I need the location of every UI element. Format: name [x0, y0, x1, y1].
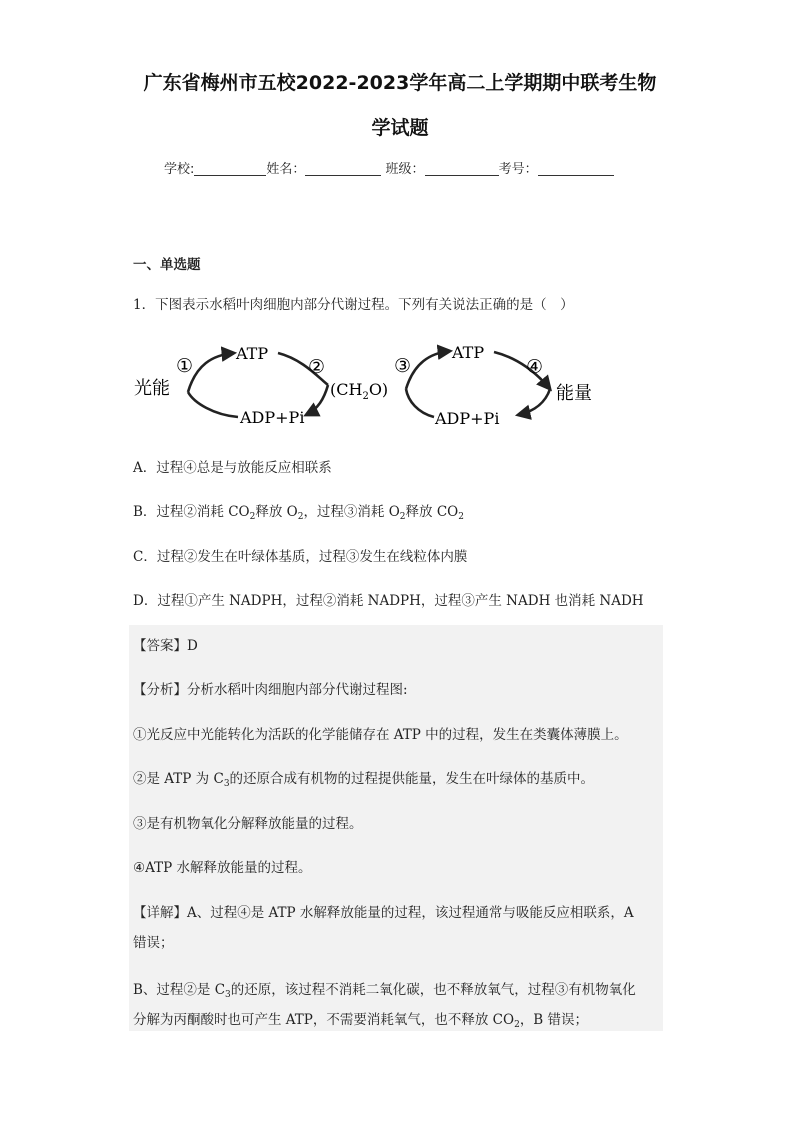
name-label: 姓名： — [266, 162, 306, 177]
analysis-item-2: ②是 ATP 为 $C_3$的还原合成有机物的过程提供能量，发生在叶绿体的基质中。 — [133, 771, 595, 789]
cycle-2-lower-arc — [406, 389, 434, 417]
ch2o-label: $(CH_2O)$ — [330, 380, 389, 402]
analysis-item-1: ①光反应中光能转化为活跃的化学能储存在 ATP 中的过程，发生在类囊体薄膜上。 — [133, 727, 628, 743]
school-label: 学校: — [164, 162, 195, 177]
adp-pi-label-2: ADP+Pi — [435, 409, 500, 428]
title-line-1: 广东省梅州市五校2022-2023学年高二上学期期中联考生物 — [143, 72, 657, 94]
analysis-item-4: ④ATP 水解释放能量的过程。 — [133, 860, 312, 876]
option-c: C．过程②发生在叶绿体基质，过程③发生在线粒体内膜 — [133, 549, 468, 565]
metabolism-diagram — [130, 337, 610, 437]
step-3-marker: ③ — [394, 355, 412, 377]
detail-line-2: 错误； — [133, 935, 174, 951]
class-blank[interactable] — [425, 161, 499, 176]
detail-b-line-2: 分解为丙酮酸时也可产生 ATP，不需要消耗氧气，也不释放 $CO_2$，B 错误； — [133, 1012, 589, 1030]
step-1-marker: ① — [176, 355, 194, 377]
adp-pi-label-1: ADP+Pi — [240, 408, 305, 427]
title-line-2: 学试题 — [371, 117, 429, 139]
option-a: A．过程④总是与放能反应相联系 — [133, 460, 332, 476]
name-blank[interactable] — [305, 161, 381, 176]
section-title: 一、单选题 — [133, 257, 201, 273]
detail-line-1: 【详解】A、过程④是 ATP 水解释放能量的过程，该过程通常与吸能反应相联系，A — [133, 905, 634, 921]
school-blank[interactable] — [194, 161, 266, 176]
step-4-marker: ④ — [526, 356, 544, 378]
class-label: 班级： — [385, 162, 425, 177]
option-d: D．过程①产生 NADPH，过程②消耗 NADPH，过程③产生 NADH 也消耗 NADH — [133, 593, 644, 609]
detail-b-line-1: B、过程②是 $C_3$的还原，该过程不消耗二氧化碳，也不释放氧气，过程③有机物氧化 — [133, 982, 636, 1000]
cycle-2-lower-right-arc — [518, 389, 550, 415]
atp-label-2: ATP — [452, 343, 485, 362]
cycle-1-lower-right-arc — [306, 385, 328, 415]
option-b: B．过程②消耗 $CO_2$释放 $O_2$，过程③消耗 $O_2$释放 $CO_2$ — [133, 504, 464, 522]
analysis-item-3: ③是有机物氧化分解释放能量的过程。 — [133, 816, 363, 832]
exam-number-label: 考号： — [498, 162, 538, 177]
step-2-marker: ② — [308, 356, 326, 378]
exam-number-blank[interactable] — [538, 161, 614, 176]
cycle-2-upper-arc — [406, 351, 450, 389]
answer-line: 【答案】D — [133, 638, 198, 654]
cycle-1-upper-arc — [188, 353, 234, 392]
atp-label-1: ATP — [236, 344, 269, 363]
cycle-1-lower-arc — [188, 392, 238, 417]
analysis-heading: 【分析】分析水稻叶肉细胞内部分代谢过程图: — [133, 682, 408, 698]
question-stem: 1．下图表示水稻叶肉细胞内部分代谢过程。下列有关说法正确的是（ ） — [133, 297, 574, 313]
student-info-row — [164, 158, 614, 177]
energy-label: 能量 — [556, 383, 592, 404]
light-energy-label: 光能 — [134, 378, 170, 399]
